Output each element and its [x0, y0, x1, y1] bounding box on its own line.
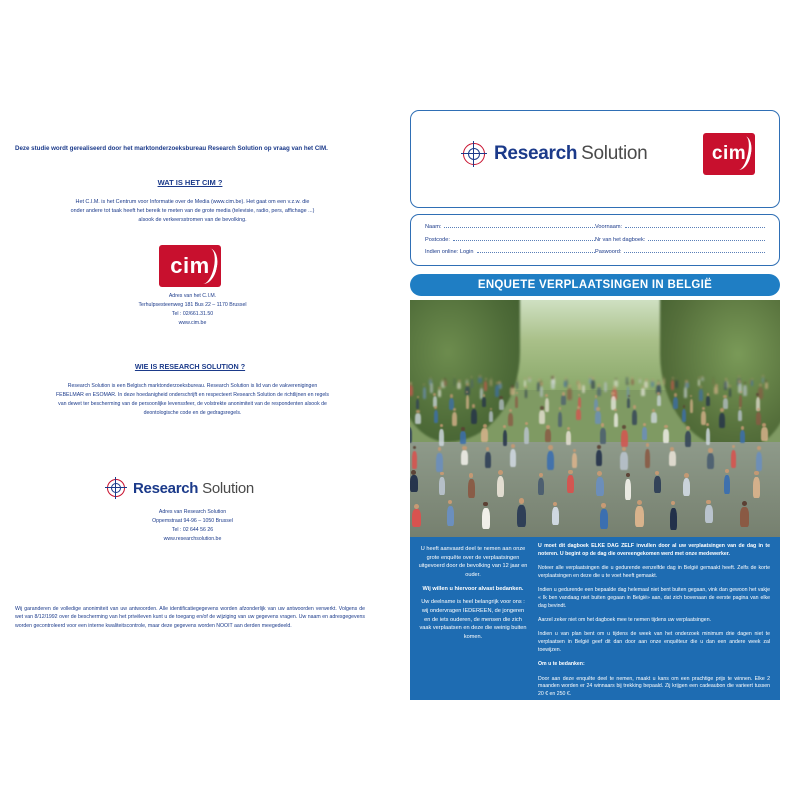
- name-field[interactable]: [425, 221, 595, 230]
- intro-text: Deze studie wordt gerealiseerd door het marktonderzoeksbureau Research Solution op vraag van het CIM.: [15, 145, 328, 152]
- instruction-paragraph: U moet dit dagboek ELKE DAG ZELF invullen door al uw verplaatsingen van de dag in te noteren. U begint op de dag die overeengekomen werd met onze medewerker.: [538, 543, 770, 557]
- heading-who-is-research-solution: WIE IS RESEARCH SOLUTION ?: [134, 362, 246, 371]
- firstname-label: Voornaam:: [595, 224, 623, 230]
- cim-logo-box: [159, 245, 221, 287]
- instruction-paragraph: Indien u gedurende een bepaalde dag helemaal niet bent buiten gegaan, vink dan gewoon het vakje « Ik ben vandaag niet buiten gegaan in België» aan, dat zich bovenaan de eerste pagina van elke dag bevindt.: [538, 587, 770, 609]
- form-row: [425, 246, 765, 255]
- postcode-field[interactable]: [425, 234, 595, 243]
- rs-website-link[interactable]: www.researchsolution.be: [163, 535, 222, 542]
- postcode-input[interactable]: [453, 234, 595, 241]
- header-logo-box: [410, 110, 780, 208]
- callout-thanks: Wij willen u hiervoor alvast bedanken.: [422, 585, 524, 592]
- cim-website-link[interactable]: www.cim.be: [178, 319, 207, 326]
- postcode-label: Postcode:: [425, 236, 450, 243]
- research-solution-logo-bold: Research: [494, 143, 578, 164]
- research-solution-logo-bold: Research: [133, 479, 199, 497]
- callout-line-2: Uw deelname is heel belangrijk voor ons : wij ondervragen IEDEREEN, de jongeren en de iets ouderen, de mensen die zich vaak verplaatsen en deze die weinig buiten komen.: [419, 599, 527, 640]
- cim-logo: [159, 245, 221, 287]
- name-input[interactable]: [444, 221, 595, 228]
- diary-number-field[interactable]: [595, 234, 765, 243]
- target-crosshair-icon: [105, 477, 127, 499]
- cover-photo-crowd: [410, 300, 780, 537]
- instruction-paragraph: Noteer alle verplaatsingen die u gedurende eenzelfde dag in België gemaakt heeft. Zelfs de korte verplaatsingen en deze die u te voet heeft gemaakt.: [538, 565, 770, 579]
- target-crosshair-icon: [461, 141, 487, 167]
- research-solution-logo: [105, 475, 285, 501]
- photo-crowd-figures: [410, 371, 780, 537]
- rs-address-line: Oppemstraat 94-96 – 1050 Brussel: [152, 517, 233, 524]
- instructions-text: [538, 543, 770, 705]
- login-field[interactable]: [425, 246, 595, 255]
- survey-title: ENQUETE VERPLAATSINGEN IN BELGIË: [477, 279, 713, 291]
- cim-logo-box: [703, 133, 755, 175]
- password-label: Paswoord:: [595, 249, 622, 255]
- password-field[interactable]: [595, 246, 765, 255]
- login-input[interactable]: [477, 246, 595, 253]
- right-page: [403, 110, 788, 700]
- form-row: [425, 221, 765, 230]
- password-input[interactable]: [624, 246, 765, 253]
- respondent-form-box: [410, 214, 780, 266]
- rs-address-line: Tel : 02 644 56 26: [171, 526, 214, 533]
- diary-number-input[interactable]: [648, 234, 765, 241]
- heading-what-is-cim: WAT IS HET CIM ?: [157, 178, 223, 187]
- cim-address-line: Terhulpsesteenweg 181 Bus 22 – 1170 Brussel: [138, 301, 247, 308]
- instruction-heading-reward: Om u te bedanken:: [538, 661, 585, 668]
- instruction-paragraph: Aarzel zeker niet om het dagboek mee te nemen tijdens uw verplaatsingen.: [538, 617, 712, 624]
- instruction-paragraph: Door aan deze enquête deel te nemen, maakt u kans om een prachtige prijs te winnen. Elke 2 maanden worden er 24 winnaars bij trekking bepaald. Zij krijgen een cadeaubon die varieert tussen 20 € en 250 €.: [538, 675, 770, 698]
- login-label: Indien online: Login: [425, 249, 474, 255]
- form-row: [425, 234, 765, 243]
- instructions-band: [410, 537, 780, 700]
- firstname-input[interactable]: [625, 221, 765, 228]
- diary-number-label: Nr van het dagboek:: [595, 236, 646, 243]
- cim-logo-text: cim: [170, 253, 210, 278]
- cim-address-line: Tel : 02/661.31.50: [171, 310, 214, 317]
- cim-address-block: [70, 292, 315, 327]
- left-page: [10, 120, 370, 700]
- research-solution-address-block: [70, 508, 315, 543]
- research-solution-logo-light: Solution: [581, 143, 648, 164]
- paragraph-research-solution: Research Solution is een Belgisch marktonderzoeksbureau. Research Solution is lid van de vakverenigingen FEBELMAR en ESOMAR. In deze hoedanigheid onderschrijft en respecteert Research Solution de richtlijnen en regels van dewet ter bescherming van de persoonlijke levenssfeer, de volstrekte anonimiteit van de respondenten alsook de deontologische code en de gedragsregels.: [55, 383, 330, 416]
- instruction-paragraph: Indien u van plan bent om u tijdens de week van het onderzoek minimum drie dagen niet te verplaatsen in België geef dit dan door aan onze enquêteur die u dan een andere week zal toewijzen.: [538, 631, 770, 653]
- survey-title-bar: [410, 274, 780, 296]
- research-solution-logo: [461, 139, 661, 169]
- name-label: Naam:: [425, 224, 442, 230]
- cim-address-line: Adres van het C.I.M.: [168, 293, 217, 299]
- privacy-footer-text: Wij garanderen de volledige anonimiteit van uw antwoorden. Alle identificatiegegevens worden afzonderlijk van uw antwoorden verwerkt. Volgens de wet van 8/12/1992 over de bescherming van het privéleven kunt u de toegang en/of de wijziging van uw gegevens vragen. Uw naam en adresgegevens worden gecontroleerd voor een interne kwaliteitscontrole, maar deze gegevens worden NOOIT aan derden meegedeeld.: [15, 606, 365, 629]
- research-solution-logo-light: Solution: [202, 479, 254, 497]
- cim-logo: [703, 133, 755, 175]
- paragraph-cim: Het C.I.M. is het Centrum voor Informatie over de Media (www.cim.be). Het gaat om een v.z.w. die onder andere tot taak heeft het bereik te meten van de grote media (televisie, radio, pers, affichage ...) alsook de verkeersstromen van de bevolking.: [70, 199, 315, 223]
- rs-address-line: Adres van Research Solution: [158, 509, 227, 515]
- callout-line-1: U heeft aanvaard deel te nemen aan onze grote enquête over de verplaatsingen uitgevoerd door de bevolking van 12 jaar en ouder.: [418, 546, 528, 578]
- cim-logo-text: cim: [711, 143, 747, 164]
- firstname-field[interactable]: [595, 221, 765, 230]
- callout-thank-you: [418, 545, 528, 647]
